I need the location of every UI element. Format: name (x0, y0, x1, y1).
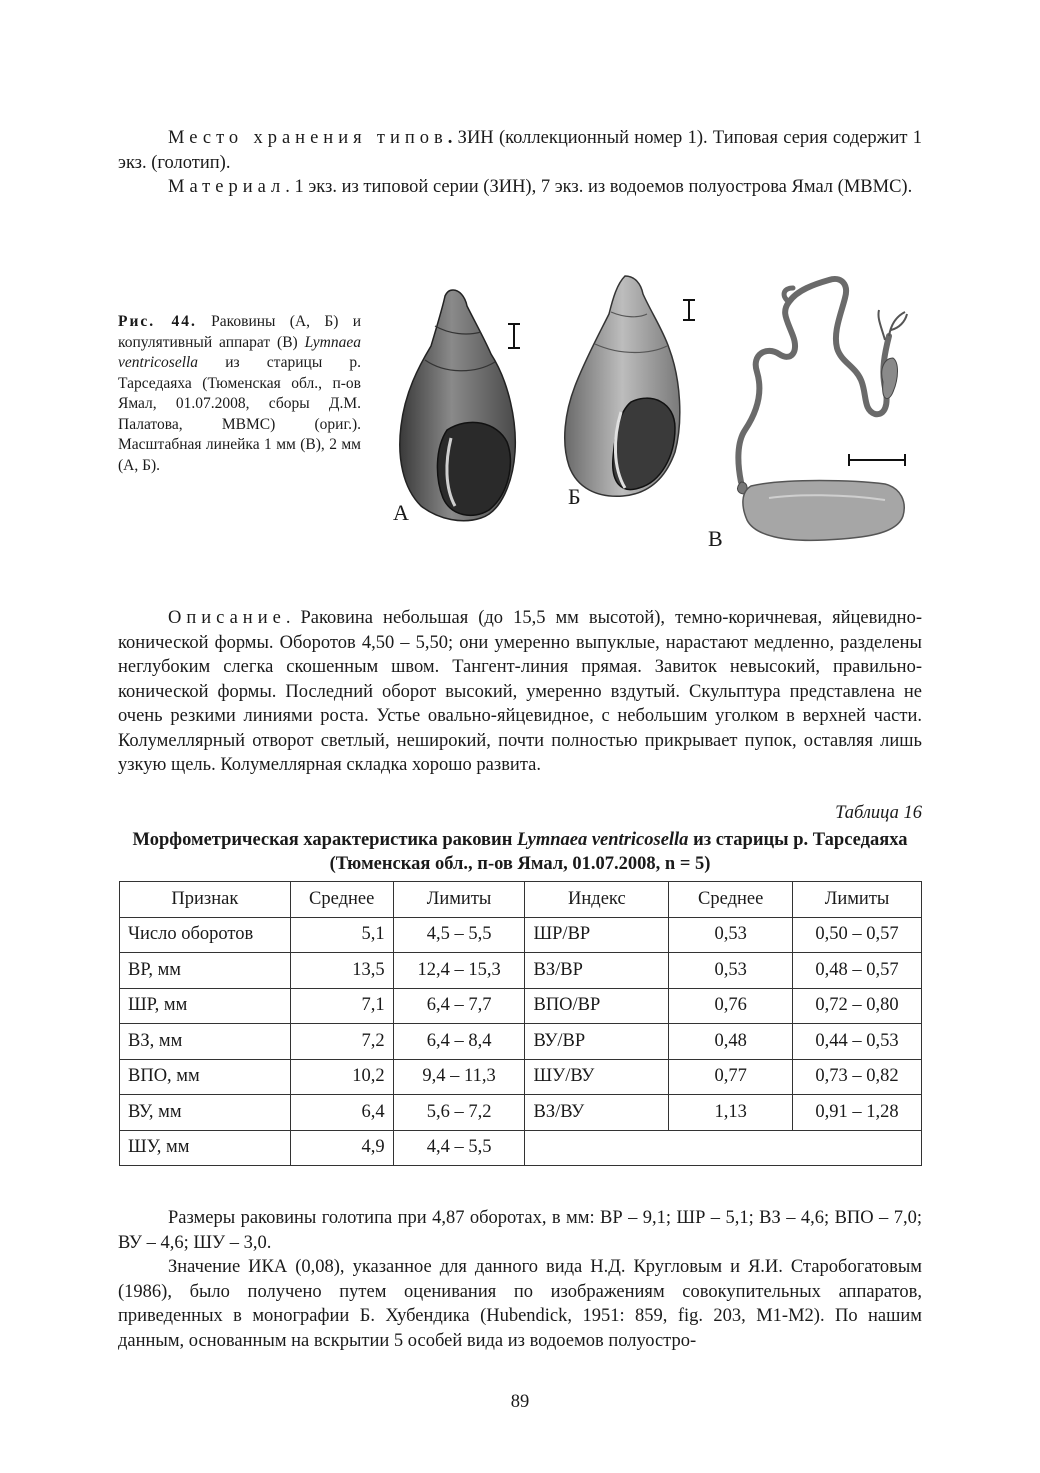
scale-bar-a (508, 324, 520, 348)
table-number: Таблица 16 (835, 803, 922, 823)
caption-text-1: Раковины (А, Б) и копулятивный аппарат (В) (118, 313, 361, 351)
table-cell: ВУ, мм (120, 1095, 291, 1131)
shell-a (400, 290, 515, 521)
figure-label-a: А (393, 500, 409, 525)
figure-caption-label: Рис. 44. (118, 313, 197, 330)
table-cell: 9,4 – 11,3 (393, 1059, 525, 1095)
table-cell: 0,50 – 0,57 (793, 917, 922, 953)
table-cell: 4,9 (290, 1130, 393, 1166)
table-cell: 6,4 (290, 1095, 393, 1131)
table-cell: 0,72 – 0,80 (793, 988, 922, 1024)
caption-species: Lymnaea ventricosella (118, 333, 361, 371)
storage-label: Место хранения типов (168, 128, 448, 148)
table-cell: 0,73 – 0,82 (793, 1059, 922, 1095)
table-cell: Число оборотов (120, 917, 291, 953)
description-text: . Раковина небольшая (до 15,5 мм высотой), темно-коричневая, яйцевидно-конической формы. Оборотов 4,50 – 5,50; они умеренно выпуклые, нарастают медленно, разделены неглубоким слегка скошенным швом. Тангент-линия прямая. Завиток невысокий, правильно-конической формы. Последний оборот высокий, умеренно вздутый. Скульптура представлена не очень резкими линиями роста. Устье овально-яйцевидное, с небольшим уголком в верхней части. Колумеллярный отворот светлый, неширокий, почти полностью прикрывает пупок, оставляя лишь узкую щель. Колумеллярная складка хорошо развита. (118, 608, 922, 775)
header-cell: Лимиты (393, 882, 525, 918)
table-cell: 0,77 (669, 1059, 793, 1095)
table-cell: 5,6 – 7,2 (393, 1095, 525, 1131)
figure-44 (385, 262, 940, 562)
table-row (120, 1059, 922, 1095)
table-title-part-2: из старицы р. Тарседаяха (Тюменская обл., п-ов Ямал, 01.07.2008, n = 5) (329, 830, 908, 874)
table-title-part-1: Морфометрическая характеристика раковин (132, 830, 517, 850)
header-cell: Индекс (525, 882, 669, 918)
table-cell: ШР/ВР (525, 917, 669, 953)
table-row (120, 1024, 922, 1060)
table-cell: 10,2 (290, 1059, 393, 1095)
table-title (118, 828, 922, 876)
table-empty-cell (525, 1130, 922, 1166)
caption-text-2: из старицы р. Тарседаяха (Тюменская обл., п-ов Ямал, 01.07.2008, сборы Д.М. Палатова, МВМС) (ориг.). Масштабная линейка 1 мм (В), 2 мм (А, Б). (118, 354, 361, 474)
table-cell: 4,4 – 5,5 (393, 1130, 525, 1166)
table-cell: ШУ, мм (120, 1130, 291, 1166)
ika-paragraph: Значение ИКА (0,08), указанное для данного вида Н.Д. Кругловым и Я.И. Старобогатовым (1986), было получено путем оценивания по изображениям совокупительных аппаратов, приведенных в монографии Б. Хубендика (Hubendick, 1951: 859, fig. 203, M1-M2). По нашим данным, основанным на вскрытии 5 особей вида из водоемов полуостро- (118, 1257, 922, 1351)
table-cell: 6,4 – 7,7 (393, 988, 525, 1024)
figure-label-c: В (708, 526, 723, 551)
table-cell: 6,4 – 8,4 (393, 1024, 525, 1060)
table-cell: ВЗ/ВУ (525, 1095, 669, 1131)
table-cell: ВПО/ВР (525, 988, 669, 1024)
table-cell: ВПО, мм (120, 1059, 291, 1095)
header-cell: Среднее (669, 882, 793, 918)
table-cell: 4,5 – 5,5 (393, 917, 525, 953)
table-cell: 0,48 (669, 1024, 793, 1060)
table-cell: ВЗ, мм (120, 1024, 291, 1060)
table-cell: 0,53 (669, 917, 793, 953)
description-label: Описание (168, 608, 286, 628)
table-cell: 1,13 (669, 1095, 793, 1131)
table-cell: 0,91 – 1,28 (793, 1095, 922, 1131)
table-row (120, 917, 922, 953)
table-cell: ШР, мм (120, 988, 291, 1024)
table-row (120, 953, 922, 989)
material-paragraph (118, 175, 922, 200)
storage-paragraph: Место хранения типов. ЗИН (коллекционный номер 1). Типовая серия содержит 1 экз. (голотип). (118, 128, 922, 173)
material-text: . 1 экз. из типовой серии (ЗИН), 7 экз. из водоемов полуострова Ямал (МВМС). (285, 177, 913, 197)
table-row (120, 988, 922, 1024)
table-header-row (120, 882, 922, 918)
figure-drawing (385, 262, 940, 562)
table-row (120, 1095, 922, 1131)
table-cell: ВУ/ВР (525, 1024, 669, 1060)
header-cell: Признак (120, 882, 291, 918)
morphometric-table (119, 881, 922, 1166)
table-cell: 0,44 – 0,53 (793, 1024, 922, 1060)
table-cell: 5,1 (290, 917, 393, 953)
material-label: Материал (168, 177, 286, 197)
scale-bar-c (849, 454, 905, 466)
table-cell: 13,5 (290, 953, 393, 989)
shell-b (565, 276, 680, 496)
table-cell: 7,1 (290, 988, 393, 1024)
description-paragraph (118, 606, 922, 778)
table-cell: 0,53 (669, 953, 793, 989)
holotype-paragraph: Размеры раковины голотипа при 4,87 оборотах, в мм: ВР – 9,1; ШР – 5,1; ВЗ – 4,6; ВПО – 7,0; ВУ – 4,6; ШУ – 3,0. (118, 1208, 922, 1253)
table-cell: ВР, мм (120, 953, 291, 989)
table-cell: 7,2 (290, 1024, 393, 1060)
table-cell: 0,48 – 0,57 (793, 953, 922, 989)
table-title-species: Lymnaea ventricosella (517, 830, 689, 850)
page-number: 89 (510, 1392, 530, 1412)
scale-bar-b (683, 300, 695, 320)
table-cell: ШУ/ВУ (525, 1059, 669, 1095)
figure-caption (118, 312, 361, 476)
header-cell: Лимиты (793, 882, 922, 918)
copulatory-apparatus (738, 279, 907, 540)
header-cell: Среднее (290, 882, 393, 918)
table-cell: ВЗ/ВР (525, 953, 669, 989)
table-cell: 0,76 (669, 988, 793, 1024)
storage-text: ЗИН (коллекционный номер 1). Типовая серия содержит 1 экз. (голотип). (118, 128, 922, 173)
table-cell: 12,4 – 15,3 (393, 953, 525, 989)
figure-label-b: Б (568, 484, 581, 509)
table-row (120, 1130, 922, 1166)
